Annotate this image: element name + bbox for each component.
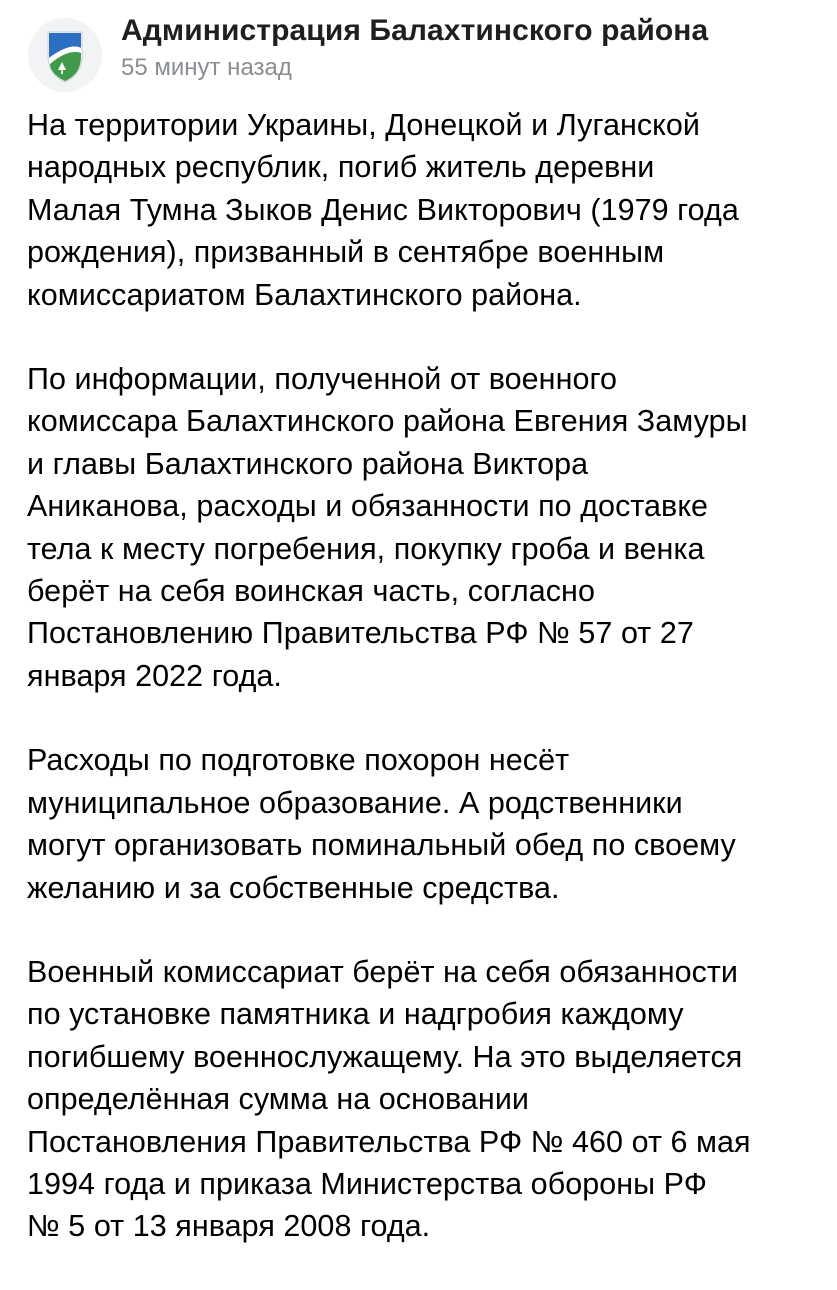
post-text xyxy=(27,104,827,1290)
author-avatar[interactable] xyxy=(28,18,102,92)
post-paragraph: Военный комиссариат берёт на себя обязанности по установке памятника и надгробия каждому погибшему военнослужащему. На это выделяется определённая сумма на основании Постановления Правительства РФ № 460 от 6 мая 1994 года и приказа Министерства обороны РФ № 5 от 13 января 2008 года. xyxy=(27,954,751,1244)
district-coat-of-arms-icon xyxy=(28,18,102,92)
post-paragraph: Расходы по подготовке похорон несёт муниципальное образование. А родственники могут организовать поминальный обед по своему желанию и за собственные средства. xyxy=(27,743,736,905)
post-timestamp[interactable]: 55 минут назад xyxy=(121,54,292,81)
post-paragraph: По информации, полученной от военного комиссара Балахтинского района Евгения Замуры и главы Балахтинского района Виктора Аниканова, расходы и обязанности по доставке тела к месту погребения, покупку гроба и венка берёт на себя воинская часть, согласно Постановлению Правительства РФ № 57 от 27 января 2022 года. xyxy=(27,362,748,693)
post-paragraph: На территории Украины, Донецкой и Луганской народных республик, погиб житель деревни Малая Тумна Зыков Денис Викторович (1979 года рождения), призванный в сентябре военным комиссариатом Балахтинского района. xyxy=(27,108,739,312)
post-header xyxy=(28,10,828,90)
author-name[interactable]: Администрация Балахтинского района xyxy=(121,14,709,47)
